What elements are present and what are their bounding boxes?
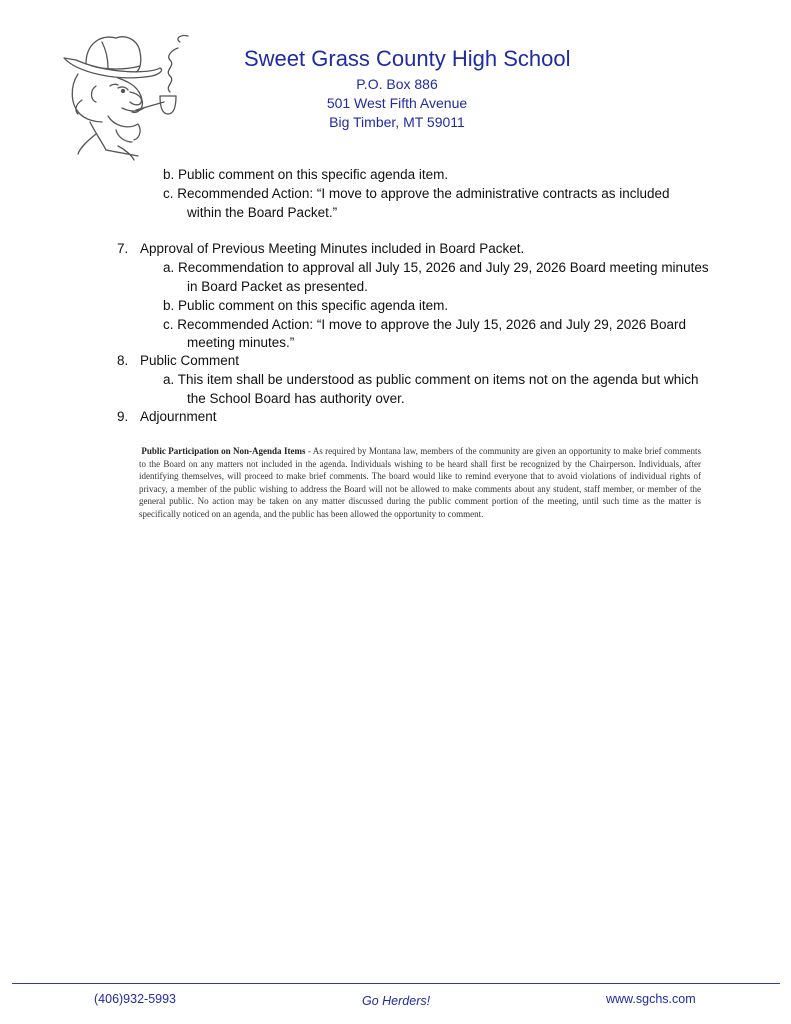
agenda-item-7-number: 7. — [117, 241, 129, 256]
footer-motto: Go Herders! — [362, 994, 431, 1008]
agenda-item-8-title: Public Comment — [140, 353, 240, 368]
agenda-item-7-a-line2: in Board Packet as presented. — [187, 279, 368, 294]
address-street: 501 West Fifth Avenue — [326, 95, 468, 111]
agenda-cont-c-line2: within the Board Packet.” — [187, 205, 338, 220]
school-name: Sweet Grass County High School — [244, 46, 571, 71]
footer-phone: (406)932-5993 — [94, 992, 177, 1006]
cowboy-with-pipe-logo-icon — [56, 30, 196, 162]
address-city: Big Timber, MT 59011 — [329, 114, 465, 130]
agenda-item-7-c-line1: c. Recommended Action: “I move to approve the July 15, 2026 and July 29, 2026 Board — [163, 317, 687, 332]
agenda-cont-c-line1: c. Recommended Action: “I move to approve the administrative contracts as included — [163, 186, 670, 201]
address-po-box: P.O. Box 886 — [356, 76, 438, 92]
agenda-cont-b: b. Public comment on this specific agenda item. — [163, 167, 449, 182]
footer-website-link[interactable]: www.sgchs.com — [606, 992, 696, 1006]
footer-divider — [12, 983, 780, 984]
public-participation-notice — [139, 445, 701, 521]
agenda-item-7-b: b. Public comment on this specific agenda item. — [163, 298, 449, 313]
agenda-item-8-a-line1: a. This item shall be understood as public comment on items not on the agenda but which — [163, 372, 699, 387]
agenda-item-9-title: Adjournment — [140, 409, 217, 424]
agenda-item-7-c-line2: meeting minutes.” — [187, 335, 295, 350]
agenda-item-8-number: 8. — [117, 353, 129, 368]
notice-label: Public Participation on Non-Agenda Items — [141, 446, 306, 456]
agenda-item-9-number: 9. — [117, 409, 129, 424]
notice-text: - As required by Montana law, members of the community are given an opportunity to make brief comments to the Board on any matters not included in the agenda. Individuals wishing to be heard shall first be recognized by the Chairperson. Individuals, after identifying themselves, will proceed to make brief comments. The board would like to remind everyone that to avoid violations of individual rights of privacy, a member of the public wishing to address the Board will not be allowed to make comments about any student, staff member, or member of the general public. No action may be taken on any matter discussed during the public comment portion of the meeting, until such time as the matter is specifically noticed on an agenda, and the public has been allowed the opportunity to comment. — [139, 446, 701, 519]
agenda-item-7-title: Approval of Previous Meeting Minutes included in Board Packet. — [140, 241, 525, 256]
agenda-item-8-a-line2: the School Board has authority over. — [187, 391, 405, 406]
agenda-item-7-a-line1: a. Recommendation to approval all July 15, 2026 and July 29, 2026 Board meeting minutes — [163, 260, 709, 275]
